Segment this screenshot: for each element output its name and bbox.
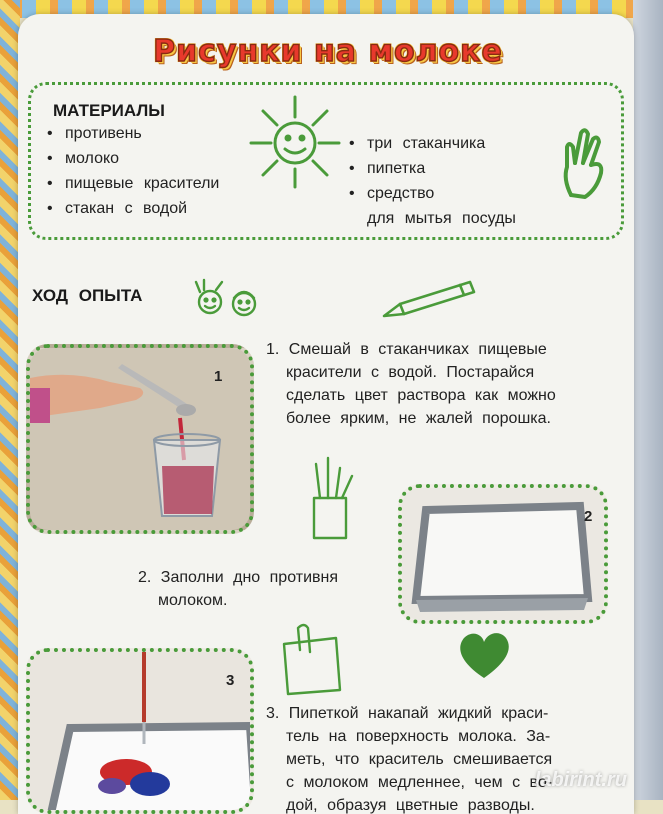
list-item: • молоко (47, 146, 219, 171)
list-item: • противень (47, 121, 219, 146)
materials-box (28, 82, 624, 240)
hand-fingers-icon (557, 123, 613, 203)
step-3-text (266, 702, 616, 814)
photo-step-1 (26, 344, 254, 534)
step-line: сделать цвет раствора как можно (286, 387, 556, 404)
procedure-heading: ХОД ОПЫТА (32, 286, 143, 305)
list-item: • пипетка (349, 156, 516, 181)
sun-doodle-icon (245, 91, 345, 191)
step-line: тель на поверхность молока. За- (286, 728, 551, 745)
step-line: 2. Заполни дно противня (138, 569, 339, 586)
pencil-cup-icon (300, 454, 360, 544)
step-line: с молоком медленнее, чем с во- (286, 774, 553, 791)
heart-icon (454, 626, 514, 682)
pencil-icon (378, 274, 478, 324)
materials-heading: МАТЕРИАЛЫ (53, 101, 165, 120)
step-1-text (266, 338, 616, 430)
kids-faces-icon (188, 276, 268, 320)
watermark: labirint.ru (534, 769, 627, 791)
page-title: Рисунки на молоке (153, 34, 503, 69)
photo-step-2 (398, 484, 608, 624)
step-2-text (138, 566, 378, 612)
step-line: дой, образуя цветные разводы. (286, 797, 535, 814)
next-page-edge (633, 0, 663, 800)
materials-list-left (47, 121, 219, 221)
photo-number: 1 (214, 368, 223, 385)
materials-list-right (349, 131, 516, 231)
list-item: • пищевые красители (47, 171, 219, 196)
list-item-continuation: для мытья посуды (367, 210, 516, 227)
step-line: красители с водой. Постарайся (286, 364, 535, 381)
step-line: более ярким, не жалей порошка. (286, 410, 551, 427)
list-item: • стакан с водой (47, 196, 219, 221)
step-line: молоком. (158, 592, 228, 609)
clipped-note-icon (274, 620, 354, 700)
page-border-left (0, 0, 20, 800)
step-line: 1. Смешай в стаканчиках пищевые (266, 341, 547, 358)
photo-number: 2 (584, 508, 593, 525)
step-line: меть, что краситель смешивается (286, 751, 553, 768)
photo-step-3 (26, 648, 254, 814)
list-item: • средство (349, 181, 516, 206)
photo-number: 3 (226, 672, 235, 689)
step-line: 3. Пипеткой накапай жидкий краси- (266, 705, 549, 722)
list-item: • три стаканчика (349, 131, 516, 156)
book-page (18, 14, 634, 814)
